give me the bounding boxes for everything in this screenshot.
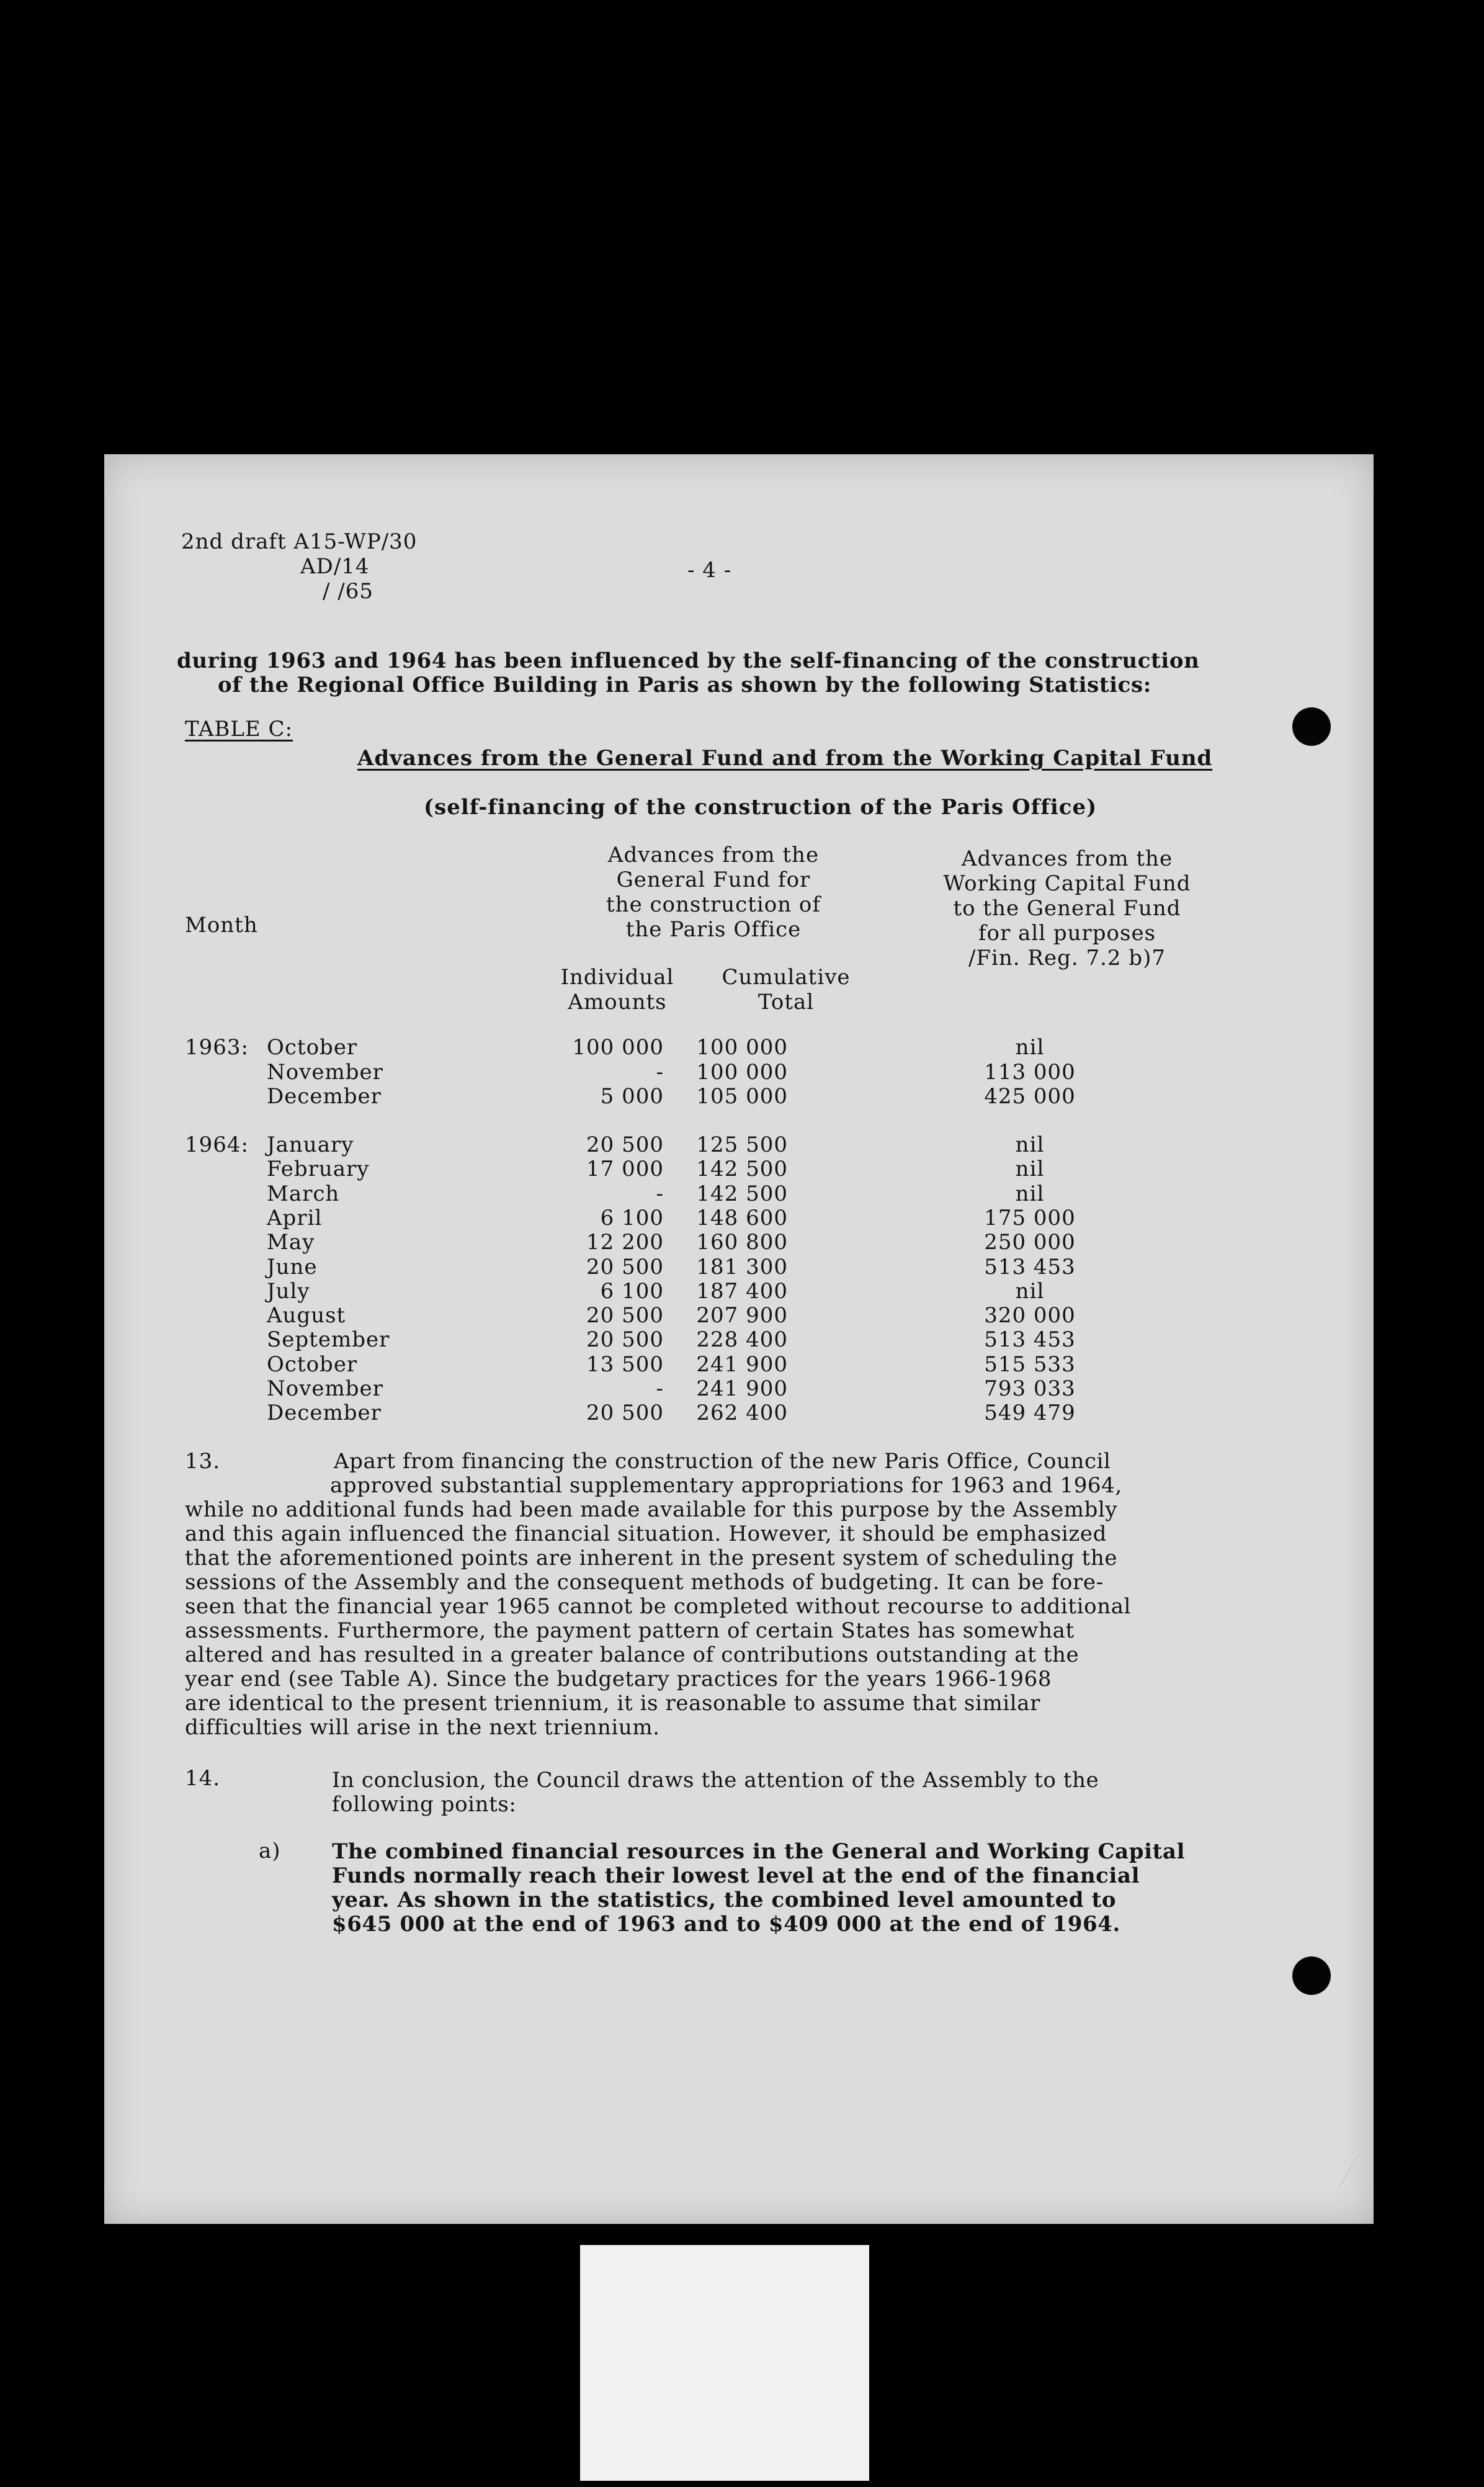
doc-reference-line1: 2nd draft A15-WP/30 <box>181 529 418 554</box>
column-header-general-fund <box>558 843 869 942</box>
paragraph-line: following points: <box>332 1792 517 1817</box>
header-line: for all purposes <box>978 921 1156 946</box>
page-number: - 4 - <box>687 558 732 583</box>
paragraph-line: seen that the financial year 1965 cannot be completed without recourse to additional <box>185 1594 1132 1619</box>
cell-cumulative-total: 241 900 <box>696 1351 788 1377</box>
cell-working-capital-advance: 515 533 <box>984 1351 1076 1377</box>
cell-individual-amount: - <box>656 1059 664 1085</box>
cell-working-capital-advance: 175 000 <box>984 1205 1076 1230</box>
paragraph-line: Apart from financing the construction of the new Paris Office, Council <box>334 1449 1111 1474</box>
cell-working-capital-advance: nil <box>1015 1132 1045 1157</box>
paragraph-line: assessments. Furthermore, the payment pattern of certain States has somewhat <box>185 1618 1075 1643</box>
paragraph-line: $645 000 at the end of 1963 and to $409 000 at the end of 1964. <box>332 1912 1120 1937</box>
header-line: Amounts <box>568 990 667 1015</box>
cell-working-capital-advance: 425 000 <box>984 1084 1076 1109</box>
header-line: Individual <box>560 965 674 990</box>
paragraph-line: and this again influenced the financial situation. However, it should be emphasized <box>185 1521 1107 1546</box>
column-header-month: Month <box>185 913 258 938</box>
punch-hole-top <box>1292 707 1331 746</box>
cell-cumulative-total: 125 500 <box>696 1132 788 1157</box>
cell-cumulative-total: 262 400 <box>696 1400 788 1426</box>
table-subtitle: (self-financing of the construction of the Paris Office) <box>424 795 1097 820</box>
cell-month: October <box>267 1351 358 1377</box>
cell-month: April <box>267 1205 323 1230</box>
paragraph-line: are identical to the present triennium, it is reasonable to assume that similar <box>185 1691 1040 1716</box>
cell-individual-amount: 20 500 <box>586 1303 664 1329</box>
cell-individual-amount: 20 500 <box>586 1254 664 1279</box>
paragraph-13 <box>185 1450 1240 1740</box>
cell-individual-amount: 17 000 <box>586 1157 664 1182</box>
column-header-cumulative <box>702 965 870 1015</box>
paragraph-line: approved substantial supplementary appropriations for 1963 and 1964, <box>330 1473 1122 1498</box>
cell-month: November <box>267 1376 383 1401</box>
header-line: Cumulative <box>722 965 851 990</box>
cell-cumulative-total: 148 600 <box>696 1205 788 1230</box>
punch-hole-bottom <box>1292 1956 1331 1995</box>
cell-cumulative-total: 100 000 <box>696 1035 788 1060</box>
cell-month: December <box>267 1400 382 1426</box>
header-line: Total <box>758 990 815 1015</box>
cell-individual-amount: 20 500 <box>586 1400 664 1426</box>
doc-reference-line3: / /65 <box>323 579 373 604</box>
cell-month: May <box>267 1230 315 1255</box>
cell-month: June <box>267 1254 318 1279</box>
cell-month: September <box>267 1327 390 1353</box>
cell-cumulative-total: 142 500 <box>696 1157 788 1182</box>
cell-cumulative-total: 241 900 <box>696 1376 788 1401</box>
speck-mark <box>1307 567 1312 572</box>
cell-individual-amount: 13 500 <box>586 1351 664 1377</box>
paragraph-line: sessions of the Assembly and the consequent methods of budgeting. It can be fore- <box>185 1570 1104 1595</box>
cell-cumulative-total: 187 400 <box>696 1278 788 1304</box>
paragraph-line: altered and has resulted in a greater balance of contributions outstanding at the <box>185 1642 1079 1667</box>
cell-individual-amount: 12 200 <box>586 1230 664 1255</box>
cell-month: October <box>267 1035 358 1060</box>
cell-individual-amount: 20 500 <box>586 1132 664 1157</box>
cell-individual-amount: 6 100 <box>600 1278 664 1304</box>
cell-working-capital-advance: 513 453 <box>984 1327 1076 1353</box>
cell-cumulative-total: 160 800 <box>696 1230 788 1255</box>
paragraph-line: difficulties will arise in the next triennium. <box>185 1715 660 1740</box>
doc-reference-line2: AD/14 <box>300 554 370 579</box>
cell-month: August <box>267 1303 346 1329</box>
cell-month: November <box>267 1059 383 1085</box>
header-line: Advances from the <box>607 843 820 867</box>
column-header-working-capital-fund <box>906 846 1228 970</box>
cell-working-capital-advance: nil <box>1015 1035 1045 1060</box>
cell-cumulative-total: 100 000 <box>696 1059 788 1085</box>
cell-working-capital-advance: nil <box>1015 1157 1045 1182</box>
header-line-regulation: /Fin. Reg. 7.2 b)7 <box>968 946 1166 970</box>
header-line: Advances from the <box>961 846 1173 871</box>
cell-month: February <box>267 1157 370 1182</box>
paragraph-13-number: 13. <box>185 1449 221 1474</box>
header-line: to the General Fund <box>953 896 1181 921</box>
table-label: TABLE C: <box>185 717 293 742</box>
cell-working-capital-advance: nil <box>1015 1278 1045 1304</box>
paragraph-line: that the aforementioned points are inherent in the present system of scheduling the <box>185 1546 1118 1571</box>
intro-paragraph <box>177 649 1199 697</box>
cell-month: July <box>267 1278 310 1304</box>
cell-working-capital-advance: 320 000 <box>984 1303 1076 1329</box>
cell-individual-amount: 5 000 <box>600 1084 664 1109</box>
cell-working-capital-advance: 250 000 <box>984 1230 1076 1255</box>
header-line: the construction of <box>606 892 821 917</box>
paragraph-line: In conclusion, the Council draws the attention of the Assembly to the <box>332 1768 1099 1793</box>
paragraph-14-number: 14. <box>185 1766 221 1791</box>
intro-line: of the Regional Office Building in Paris as shown by the following Statistics: <box>218 673 1151 697</box>
cell-individual-amount: 6 100 <box>600 1205 664 1230</box>
item-a-marker: a) <box>259 1839 281 1863</box>
cell-working-capital-advance: 793 033 <box>984 1376 1076 1401</box>
cell-cumulative-total: 181 300 <box>696 1254 788 1279</box>
paragraph-line: year. As shown in the statistics, the combined level amounted to <box>332 1888 1117 1912</box>
intro-line: during 1963 and 1964 has been influenced by the self-financing of the construction <box>177 648 1200 673</box>
cell-month: January <box>267 1132 354 1157</box>
cell-working-capital-advance: 513 453 <box>984 1254 1076 1279</box>
paragraph-line: year end (see Table A). Since the budgetary practices for the years 1966-1968 <box>185 1667 1052 1692</box>
header-line: General Fund for <box>616 867 811 892</box>
year-label-1963: 1963: <box>185 1035 249 1060</box>
cell-cumulative-total: 228 400 <box>696 1327 788 1353</box>
header-line: Working Capital Fund <box>943 871 1191 896</box>
cell-individual-amount: - <box>656 1181 664 1206</box>
table-title: Advances from the General Fund and from the Working Capital Fund <box>357 746 1213 771</box>
cell-working-capital-advance: 113 000 <box>984 1059 1076 1085</box>
cell-working-capital-advance: 549 479 <box>984 1400 1076 1426</box>
cell-cumulative-total: 105 000 <box>696 1084 788 1109</box>
paragraph-line: The combined financial resources in the General and Working Capital <box>332 1839 1186 1864</box>
cell-individual-amount: - <box>656 1376 664 1401</box>
paragraph-14 <box>332 1768 1099 1817</box>
cell-individual-amount: 20 500 <box>586 1327 664 1353</box>
cell-cumulative-total: 142 500 <box>696 1181 788 1206</box>
cell-working-capital-advance: nil <box>1015 1181 1045 1206</box>
item-a-text <box>332 1840 1185 1937</box>
film-leader-tab <box>580 2245 869 2481</box>
column-header-individual <box>534 965 701 1015</box>
paragraph-line: Funds normally reach their lowest level at the end of the financial <box>332 1863 1140 1888</box>
cell-individual-amount: 100 000 <box>572 1035 664 1060</box>
cell-month: December <box>267 1084 382 1109</box>
cell-cumulative-total: 207 900 <box>696 1303 788 1329</box>
year-label-1964: 1964: <box>185 1132 249 1157</box>
paragraph-line: while no additional funds had been made available for this purpose by the Assembly <box>185 1497 1118 1522</box>
header-line: the Paris Office <box>625 917 802 942</box>
cell-month: March <box>267 1181 340 1206</box>
